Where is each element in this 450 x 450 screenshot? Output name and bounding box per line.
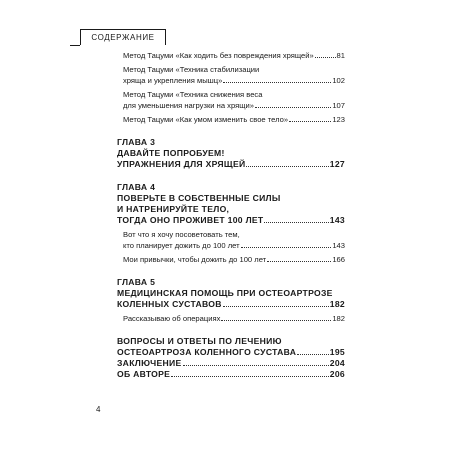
section-page: 204 <box>329 358 345 368</box>
chapter-4 <box>117 182 345 226</box>
toc-entry <box>117 313 345 324</box>
entry-title: Мои привычки, чтобы дожить до 100 лет <box>123 255 267 264</box>
chapter-label: ГЛАВА 3 <box>117 137 156 147</box>
toc-entry <box>117 254 345 265</box>
dot-leader <box>267 261 331 262</box>
entry-title: Метод Тацуми «Как ходить без повреждения хрящей» <box>123 51 314 60</box>
entry-page: 107 <box>332 101 345 110</box>
toc-entry <box>117 114 345 125</box>
toc-entry <box>117 50 345 61</box>
entry-title: Рассказываю об операциях <box>123 314 221 323</box>
toc-entry <box>117 89 345 111</box>
header-rule <box>70 45 80 46</box>
section-title: ОБ АВТОРЕ <box>117 369 171 379</box>
section-header: СОДЕРЖАНИЕ <box>80 29 166 45</box>
chapter-label: ГЛАВА 5 <box>117 277 156 287</box>
dot-leader <box>255 107 331 108</box>
page-number: 4 <box>96 405 101 414</box>
entry-title-line: Метод Тацуми «Техника снижения веса <box>123 90 263 99</box>
dot-leader <box>171 376 329 377</box>
about-entry <box>117 369 345 380</box>
entry-title: Метод Тацуми «Как умом изменить свое тело» <box>123 115 289 124</box>
chapter-title-line: ПОВЕРЬТЕ В СОБСТВЕННЫЕ СИЛЫ <box>117 193 281 203</box>
table-of-contents <box>117 50 345 380</box>
entry-title: хряща и укрепления мышц» <box>123 76 223 85</box>
entry-title-line: Вот что я хочу посоветовать тем, <box>123 230 240 239</box>
entry-title-line: Метод Тацуми «Техника стабилизации <box>123 65 260 74</box>
section-page: 206 <box>329 369 345 379</box>
entry-page: 102 <box>332 76 345 85</box>
section-title-line: ВОПРОСЫ И ОТВЕТЫ ПО ЛЕЧЕНИЮ <box>117 336 282 346</box>
dot-leader <box>223 306 329 307</box>
entry-page: 143 <box>332 241 345 250</box>
chapter-5 <box>117 277 345 310</box>
chapter-page: 143 <box>329 215 345 225</box>
dot-leader <box>264 222 328 223</box>
dot-leader <box>297 354 329 355</box>
chapter-title-line: И НАТРЕНИРУЙТЕ ТЕЛО, <box>117 204 230 214</box>
entry-title: для уменьшения нагрузки на хрящи» <box>123 101 254 110</box>
faq-section <box>117 336 345 380</box>
conclusion-entry <box>117 358 345 369</box>
dot-leader <box>223 82 331 83</box>
dot-leader <box>241 247 332 248</box>
dot-leader <box>289 121 331 122</box>
toc-entry <box>117 229 345 251</box>
chapter-title: ТОГДА ОНО ПРОЖИВЕТ 100 ЛЕТ <box>117 215 264 225</box>
section-page: 195 <box>329 347 345 357</box>
toc-entry <box>117 64 345 86</box>
chapter-title-line: МЕДИЦИНСКАЯ ПОМОЩЬ ПРИ ОСТЕОАРТРОЗЕ <box>117 288 333 298</box>
section-title: ОСТЕОАРТРОЗА КОЛЕННОГО СУСТАВА <box>117 347 297 357</box>
chapter-title-line: ДАВАЙТЕ ПОПРОБУЕМ! <box>117 148 225 158</box>
chapter-title: УПРАЖНЕНИЯ ДЛЯ ХРЯЩЕЙ <box>117 159 246 169</box>
chapter-3 <box>117 137 345 170</box>
chapter-title: КОЛЕННЫХ СУСТАВОВ <box>117 299 222 309</box>
chapter-page: 127 <box>329 159 345 169</box>
entry-page: 81 <box>336 51 345 60</box>
dot-leader <box>246 166 328 167</box>
entry-page: 123 <box>332 115 345 124</box>
chapter-page: 182 <box>329 299 345 309</box>
dot-leader <box>315 57 336 58</box>
section-title: ЗАКЛЮЧЕНИЕ <box>117 358 182 368</box>
entry-page: 182 <box>332 314 345 323</box>
chapter-label: ГЛАВА 4 <box>117 182 156 192</box>
dot-leader <box>221 320 331 321</box>
entry-title: кто планирует дожить до 100 лет <box>123 241 240 250</box>
dot-leader <box>183 365 329 366</box>
entry-page: 166 <box>332 255 345 264</box>
